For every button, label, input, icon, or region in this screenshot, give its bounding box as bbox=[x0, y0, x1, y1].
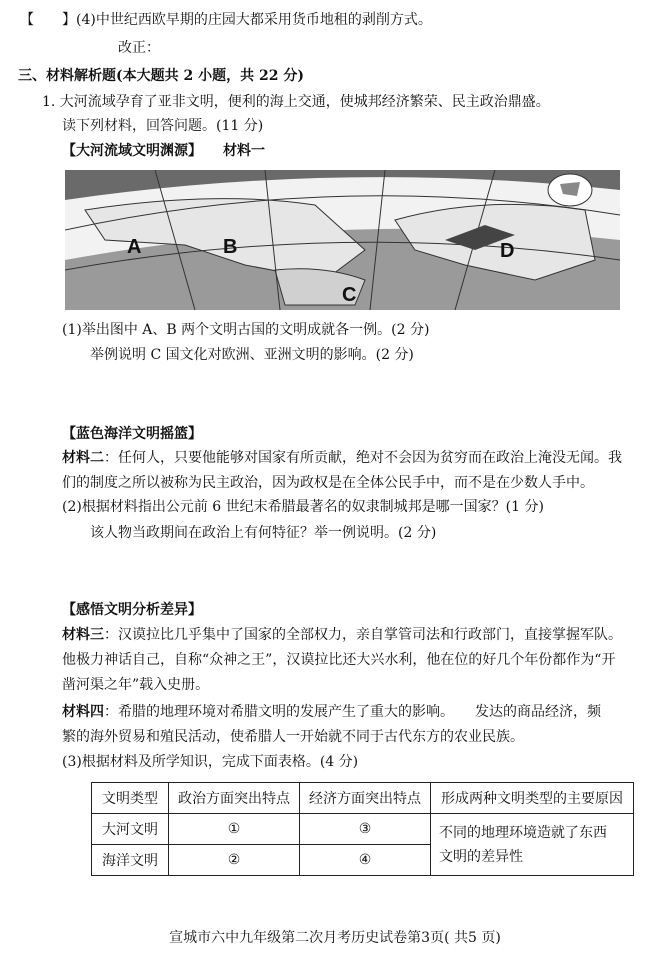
correction-label: 改正： bbox=[118, 40, 160, 56]
table-header: 形成两种文明类型的主要原因 bbox=[431, 783, 634, 814]
material-2-line-2: 们的制度之所以被称为民主政治，因为政权是在全体公民手中，而不是在少数人手中。 bbox=[62, 475, 594, 491]
map-label-c: C bbox=[342, 284, 357, 306]
question-1-intro: 1. 大河流域孕育了亚非文明，便利的海上交通，使城邦经济繁荣、民主政治鼎盛。 bbox=[42, 94, 550, 110]
material-4-label: 材料四 bbox=[62, 704, 104, 720]
section-3-heading: 三、材料解析题(本大题共 2 小题，共 22 分) bbox=[18, 68, 304, 84]
material-4-line-1 bbox=[62, 702, 601, 722]
sub-question-2-line-1: (2)根据材料指出公元前 6 世纪末希腊最著名的奴隶制城邦是哪一国家？(1 分) bbox=[62, 499, 544, 515]
table-cell: 大河文明 bbox=[92, 814, 169, 845]
civilization-comparison-table bbox=[91, 782, 634, 876]
sub-question-2-line-2: 该人物当政期间在政治上有何特征？举一例说明。(2 分) bbox=[90, 525, 437, 541]
map-label-b: B bbox=[223, 236, 238, 258]
table-header: 文明类型 bbox=[92, 783, 169, 814]
table-cell: 海洋文明 bbox=[92, 845, 169, 876]
sub-question-1-line-1: (1)举出图中 A、B 两个文明古国的文明成就各一例。(2 分) bbox=[62, 322, 430, 338]
question-1-instruction: 读下列材料，回答问题。(11 分) bbox=[62, 118, 264, 134]
page-footer: 宣城市六中九年级第二次月考历史试卷第3页( 共5 页) bbox=[169, 930, 501, 946]
part-1-title: 【大河流域文明渊源】 材料一 bbox=[62, 143, 265, 159]
table-row bbox=[92, 814, 634, 845]
table-cell: ④ bbox=[300, 845, 431, 876]
material-2-text-1: ：任何人，只要他能够对国家有所贡献，绝对不会因为贫穷而在政治上淹没无闻。我 bbox=[104, 450, 622, 466]
question-4-statement: 【 】(4)中世纪西欧早期的庄园大都采用货币地租的剥削方式。 bbox=[20, 12, 432, 28]
sub-question-1-line-2: 举例说明 C 国文化对欧洲、亚洲文明的影响。(2 分) bbox=[90, 347, 414, 363]
material-3-line-2: 他极力神话自己，自称“众神之王”，汉谟拉比还大兴水利，他在位的好几个年份都作为“开 bbox=[62, 652, 616, 668]
sub-question-3-line-1: (3)根据材料及所学知识，完成下面表格。(4 分) bbox=[62, 754, 359, 770]
table-cell: ② bbox=[169, 845, 300, 876]
material-3-line-3: 凿河渠之年”载入史册。 bbox=[62, 677, 210, 693]
map-label-a: A bbox=[127, 236, 142, 258]
table-cell: ③ bbox=[300, 814, 431, 845]
part-3-title: 【感悟文明分析差异】 bbox=[62, 602, 202, 618]
map-label-d: D bbox=[500, 240, 515, 262]
material-4-line-2: 繁的海外贸易和殖民活动，使希腊人一开始就不同于古代东方的农业民族。 bbox=[62, 729, 524, 745]
reason-line-1: 不同的地理环境造就了东西 bbox=[439, 824, 607, 841]
material-3-line-1 bbox=[62, 625, 622, 645]
table-header: 政治方面突出特点 bbox=[169, 783, 300, 814]
reason-line-2: 文明的差异性 bbox=[439, 848, 523, 865]
table-reason-cell bbox=[431, 814, 634, 876]
table-header-row bbox=[92, 783, 634, 814]
table-header: 经济方面突出特点 bbox=[300, 783, 431, 814]
material-2-label: 材料二 bbox=[62, 450, 104, 466]
material-3-label: 材料三 bbox=[62, 627, 104, 643]
material-4-text-1: ：希腊的地理环境对希腊文明的发展产生了重大的影响。 发达的商品经济，频 bbox=[104, 704, 601, 720]
material-2-line-1 bbox=[62, 448, 622, 468]
part-2-title: 【蓝色海洋文明摇篮】 bbox=[62, 426, 202, 442]
ancient-civilizations-map bbox=[65, 170, 620, 310]
material-3-text-1: ：汉谟拉比几乎集中了国家的全部权力，亲自掌管司法和行政部门，直接掌握军队。 bbox=[104, 627, 622, 643]
table-cell: ① bbox=[169, 814, 300, 845]
